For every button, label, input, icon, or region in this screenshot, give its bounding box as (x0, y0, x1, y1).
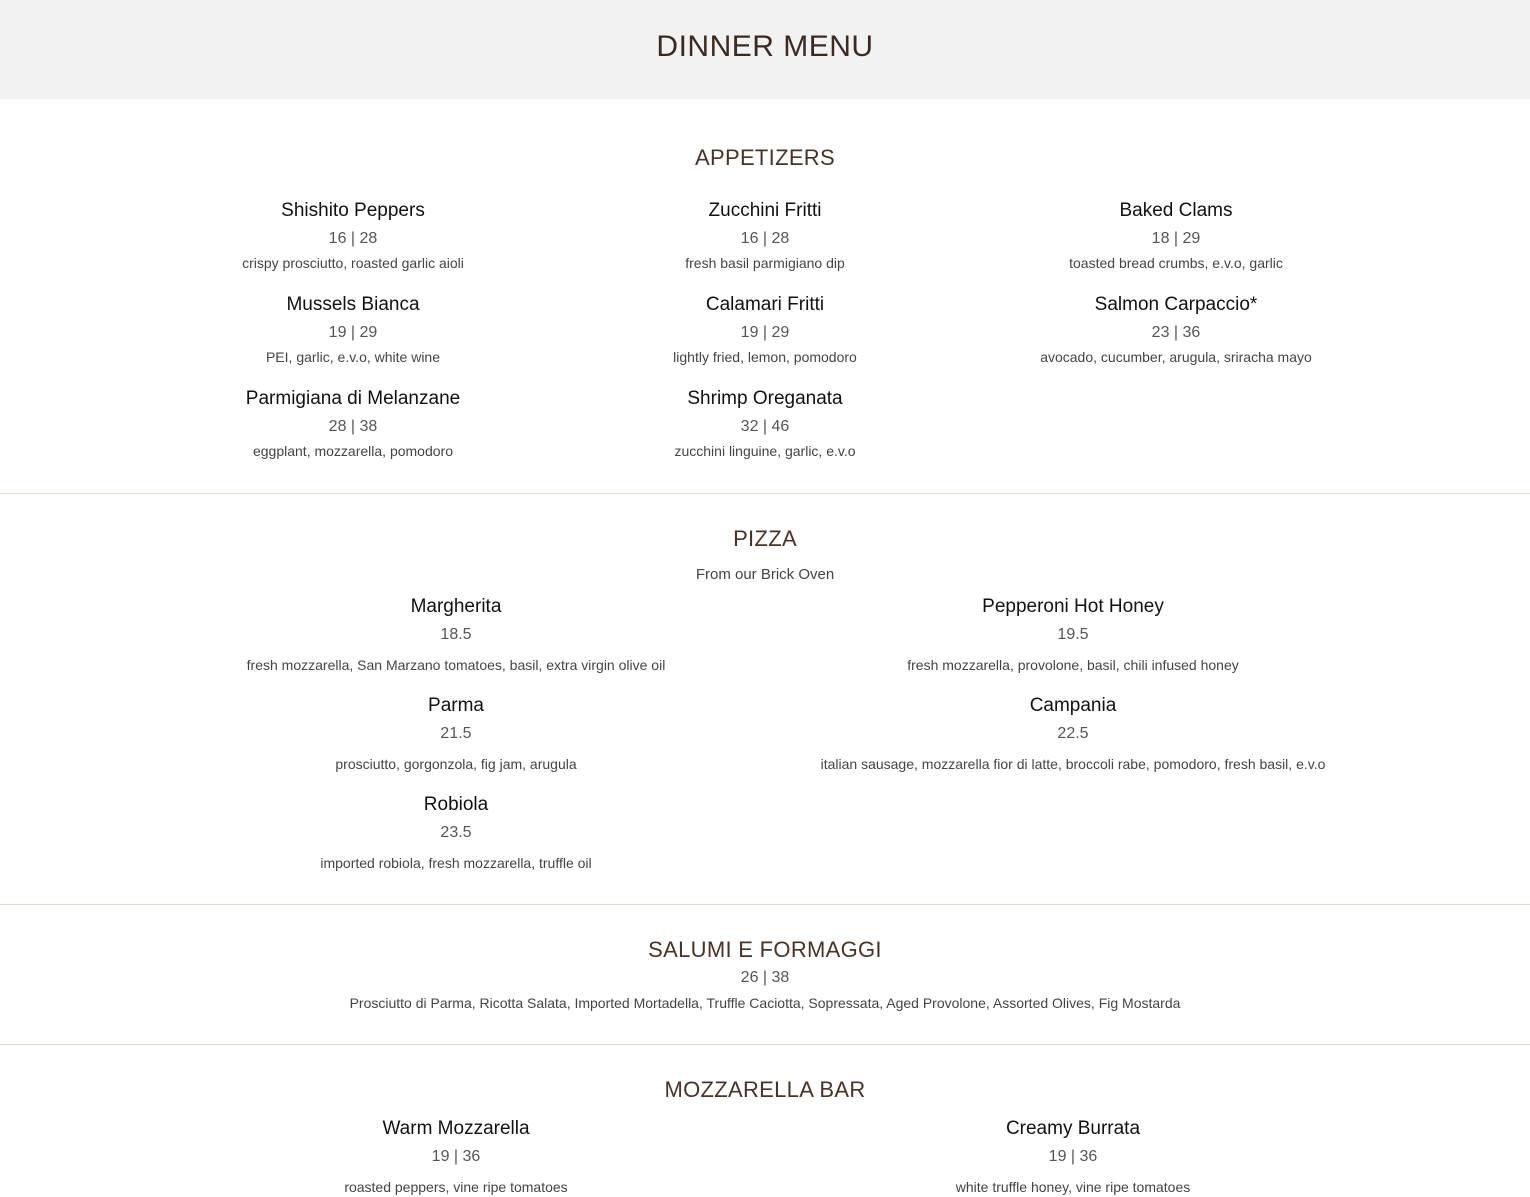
salumi-price: 26 | 38 (740, 969, 790, 986)
item-name: Shishito Peppers (281, 200, 425, 221)
item-price: 22.5 (1057, 725, 1089, 742)
item-description: white truffle honey, vine ripe tomatoes (955, 1179, 1191, 1195)
menu-item (206, 694, 706, 774)
item-price: 19 | 29 (328, 324, 378, 341)
section-divider (0, 1044, 1530, 1045)
salumi-heading: SALUMI E FORMAGGI (648, 937, 882, 962)
item-description: fresh basil parmigiano dip (685, 255, 845, 271)
item-price: 19 | 36 (431, 1148, 481, 1165)
item-price: 28 | 38 (328, 418, 378, 435)
item-price: 21.5 (440, 725, 472, 742)
appetizers-heading: APPETIZERS (695, 145, 835, 170)
item-price: 23 | 36 (1151, 324, 1201, 341)
item-description: italian sausage, mozzarella fior di latte, broccoli rabe, pomodoro, fresh basil, e.v.o (820, 756, 1326, 772)
item-name: Salmon Carpaccio* (1094, 294, 1258, 315)
item-price: 16 | 28 (328, 230, 378, 247)
section-divider (0, 904, 1530, 905)
menu-item (203, 387, 503, 461)
item-description: fresh mozzarella, San Marzano tomatoes, basil, extra virgin olive oil (246, 657, 666, 673)
menu-item (203, 199, 503, 273)
page-header (0, 0, 1530, 99)
menu-item (773, 595, 1373, 675)
menu-item (206, 793, 706, 873)
page-title: DINNER MENU (656, 30, 874, 63)
item-description: PEI, garlic, e.v.o, white wine (265, 349, 441, 365)
item-description: lightly fried, lemon, pomodoro (673, 349, 857, 365)
item-name: Creamy Burrata (1005, 1118, 1141, 1139)
menu-item (1026, 199, 1326, 273)
menu-item (773, 1117, 1373, 1197)
pizza-heading: PIZZA (733, 526, 797, 551)
item-price: 18.5 (440, 626, 472, 643)
item-price: 16 | 28 (740, 230, 790, 247)
item-price: 19.5 (1057, 626, 1089, 643)
item-description: roasted peppers, vine ripe tomatoes (344, 1179, 568, 1195)
item-name: Pepperoni Hot Honey (982, 596, 1164, 617)
item-description: zucchini linguine, garlic, e.v.o (674, 443, 856, 459)
section-divider (0, 493, 1530, 494)
item-price: 19 | 29 (740, 324, 790, 341)
item-name: Mussels Bianca (286, 294, 420, 315)
item-name: Warm Mozzarella (382, 1118, 530, 1139)
item-price: 19 | 36 (1048, 1148, 1098, 1165)
salumi-description: Prosciutto di Parma, Ricotta Salata, Imported Mortadella, Truffle Caciotta, Sopressata, Aged Provolone, Assorted Olives, Fig Mostarda (349, 995, 1181, 1011)
item-name: Campania (1029, 695, 1117, 716)
item-name: Zucchini Fritti (708, 200, 822, 221)
item-description: imported robiola, fresh mozzarella, truffle oil (320, 855, 592, 871)
item-name: Robiola (423, 794, 489, 815)
item-description: eggplant, mozzarella, pomodoro (252, 443, 453, 459)
item-name: Baked Clams (1119, 200, 1233, 221)
menu-item (773, 694, 1373, 774)
menu-item (1026, 293, 1326, 367)
menu-item (206, 1117, 706, 1197)
menu-item (615, 293, 915, 367)
item-description: crispy prosciutto, roasted garlic aioli (242, 255, 464, 271)
item-name: Parma (428, 695, 484, 716)
mozzarella-heading: MOZZARELLA BAR (664, 1077, 866, 1102)
item-description: avocado, cucumber, arugula, sriracha mayo (1040, 349, 1312, 365)
menu-item (203, 293, 503, 367)
item-name: Parmigiana di Melanzane (245, 388, 461, 409)
menu-item (615, 387, 915, 461)
item-description: fresh mozzarella, provolone, basil, chili infused honey (907, 657, 1239, 673)
item-price: 32 | 46 (740, 418, 790, 435)
item-name: Shrimp Oreganata (687, 388, 843, 409)
pizza-subtitle: From our Brick Oven (695, 566, 835, 583)
item-description: prosciutto, gorgonzola, fig jam, arugula (335, 756, 577, 772)
item-name: Margherita (410, 596, 502, 617)
menu-item (206, 595, 706, 675)
item-description: toasted bread crumbs, e.v.o, garlic (1069, 255, 1283, 271)
item-price: 18 | 29 (1151, 230, 1201, 247)
item-price: 23.5 (440, 824, 472, 841)
menu-item (615, 199, 915, 273)
item-name: Calamari Fritti (705, 294, 825, 315)
